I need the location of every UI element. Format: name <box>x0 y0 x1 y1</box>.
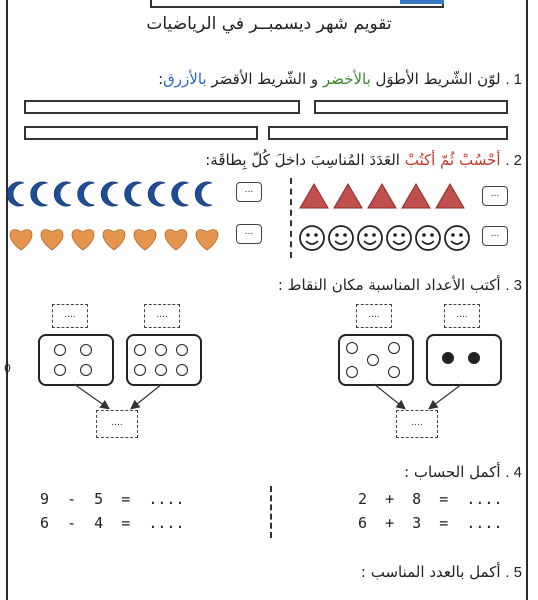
edge-digit: 0 <box>4 362 11 375</box>
dice-dot <box>134 364 146 376</box>
moon-icon <box>125 182 142 206</box>
heart-icon <box>72 230 94 250</box>
question-1-text-a: لوّن الشّريط الأطوَل <box>370 70 501 88</box>
question-2-shapes <box>0 176 538 256</box>
dice-answer-3[interactable]: .... <box>356 304 392 328</box>
dice-dot <box>155 364 167 376</box>
smiley-icon <box>358 226 382 250</box>
dice-dot <box>155 344 167 356</box>
question-1-text-c: و الشّريط الأقصَر <box>206 70 323 88</box>
moon-icon <box>54 182 71 206</box>
dice-dot <box>388 342 400 354</box>
smiley-icon <box>387 226 411 250</box>
moon-icon <box>31 182 48 206</box>
question-2-text: العَدَدَ المُناسِبَ داخلَ كُلّ بِطاقَة: <box>205 151 405 169</box>
question-4-divider <box>270 486 272 538</box>
moon-icon <box>78 182 95 206</box>
page-border-left <box>6 0 8 600</box>
strip-long-left[interactable] <box>24 100 300 114</box>
question-2 <box>205 151 522 169</box>
heart-icon <box>134 230 156 250</box>
question-1-text-green: بالأخضر <box>322 70 371 88</box>
moon-icon <box>101 182 118 206</box>
dice-four <box>38 334 114 386</box>
heart-icon <box>165 230 187 250</box>
dice-dot <box>346 366 358 378</box>
dice-dot <box>388 366 400 378</box>
page-title: تقويم شهر ديسمبــر في الرياضيات <box>146 14 392 34</box>
dice-five <box>338 334 414 386</box>
question-4-number: 4 . <box>505 464 522 481</box>
dice-dot <box>134 344 146 356</box>
question-3-number: 3 . <box>505 277 522 294</box>
dice-dot <box>346 342 358 354</box>
answer-box-triangles[interactable]: ... <box>482 186 508 206</box>
page-border-right <box>526 0 528 600</box>
dice-dot <box>176 364 188 376</box>
dice-dot <box>80 344 92 356</box>
question-2-number: 2 . <box>505 152 522 169</box>
moon-icon <box>172 182 189 206</box>
question-5-text: أكمل بالعدد المناسب : <box>360 563 501 581</box>
question-4 <box>404 463 522 481</box>
triangle-icon <box>334 184 362 208</box>
triangle-icon <box>368 184 396 208</box>
smiley-icon <box>445 226 469 250</box>
dice-arrows <box>0 380 538 420</box>
heart-icon <box>103 230 125 250</box>
equation-left-2[interactable]: 6 - 4 = .... <box>40 514 185 532</box>
heart-icon <box>196 230 218 250</box>
triangle-icon <box>436 184 464 208</box>
question-3-text: أكتب الأعداد المناسبة مكان النقاط : <box>277 276 501 294</box>
dice-sum-left[interactable]: .... <box>96 410 138 438</box>
dice-two <box>426 334 502 386</box>
question-3 <box>278 276 522 294</box>
question-4-text: أكمل الحساب : <box>404 463 501 481</box>
heart-icon <box>10 230 32 250</box>
question-1-text-blue: بالأزرق <box>163 70 207 88</box>
dice-answer-2[interactable]: .... <box>144 304 180 328</box>
dice-sum-right[interactable]: .... <box>396 410 438 438</box>
question-1-number: 1 . <box>505 71 522 88</box>
triangle-icon <box>300 184 328 208</box>
dice-dot <box>54 364 66 376</box>
heart-icon <box>41 230 63 250</box>
dice-dot <box>54 344 66 356</box>
dice-dot <box>367 354 379 366</box>
strip-short-right[interactable] <box>314 100 508 114</box>
moon-icon <box>7 182 24 206</box>
header-strip <box>150 0 444 8</box>
dice-six <box>126 334 202 386</box>
strip-medium-right[interactable] <box>268 126 508 140</box>
question-2-text-red: أحْسُبْ ثُمّ أكتُبْ <box>404 151 501 169</box>
answer-box-hearts[interactable]: ... <box>236 224 262 244</box>
moon-icon <box>148 182 165 206</box>
moon-icon <box>195 182 212 206</box>
dice-dot <box>468 352 480 364</box>
smiley-icon <box>300 226 324 250</box>
equation-right-1[interactable]: 2 + 8 = .... <box>358 490 503 508</box>
question-1 <box>158 70 522 88</box>
dice-answer-1[interactable]: .... <box>52 304 88 328</box>
dice-dot <box>80 364 92 376</box>
question-5 <box>361 563 522 581</box>
strip-medium-left[interactable] <box>24 126 258 140</box>
dice-dot <box>442 352 454 364</box>
smiley-icon <box>329 226 353 250</box>
header-accent <box>400 0 444 4</box>
triangle-icon <box>402 184 430 208</box>
question-1-text-e: : <box>158 70 164 88</box>
answer-box-moons[interactable]: ... <box>236 182 262 202</box>
question-5-number: 5 . <box>505 564 522 581</box>
dice-answer-4[interactable]: .... <box>444 304 480 328</box>
smiley-icon <box>416 226 440 250</box>
equation-right-2[interactable]: 6 + 3 = .... <box>358 514 503 532</box>
answer-box-smileys[interactable]: ... <box>482 226 508 246</box>
dice-dot <box>176 344 188 356</box>
equation-left-1[interactable]: 9 - 5 = .... <box>40 490 185 508</box>
